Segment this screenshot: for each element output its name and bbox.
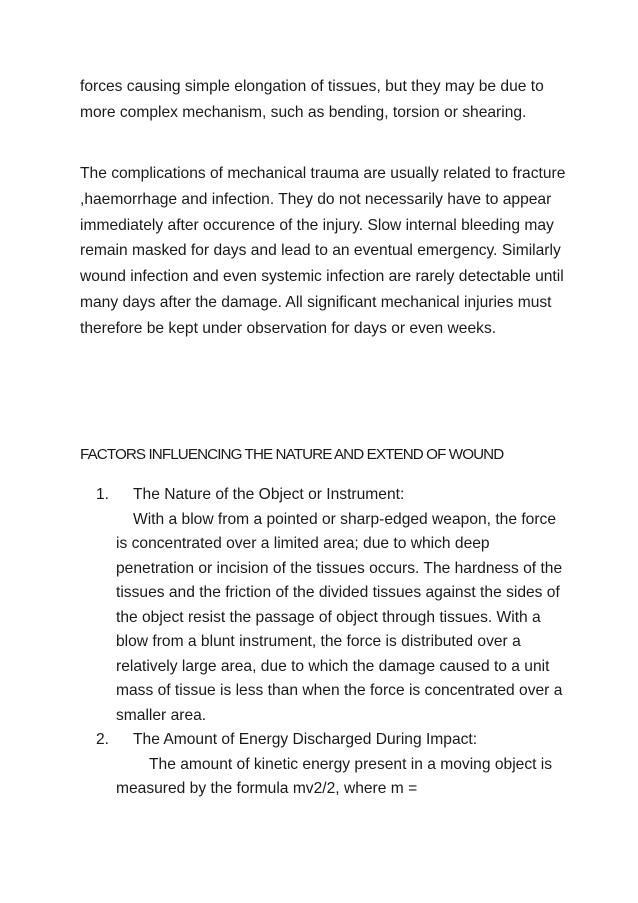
list-item-number: 1. <box>96 486 110 503</box>
list-item <box>0 728 638 802</box>
list-item-number: 2. <box>96 731 110 748</box>
factors-list <box>0 483 638 802</box>
list-item-title: The Nature of the Object or Instrument: <box>133 486 405 503</box>
list-item <box>0 483 638 728</box>
section-heading: FACTORS INFLUENCING THE NATURE AND EXTEND OF WOUND <box>80 446 504 463</box>
paragraph-forces: forces causing simple elongation of tissues, but they may be due to more complex mechanism, such as bending, torsion or shearing. <box>80 78 544 121</box>
list-item-body: The amount of kinetic energy present in a moving object is measured by the formula mv2/2, where m = <box>116 755 553 797</box>
paragraph-complications: The complications of mechanical trauma are usually related to fracture ,haemorrhage and infection. They do not necessarily have to appear immediately after occurence of the injury. Slow internal bleeding may remain masked for days and lead to an eventual emergency. Similarly wound infection and even systemic infection are rarely detectable until many days after the damage. All significant mechanical injuries must therefore be kept under observation for days or even weeks. <box>80 165 566 337</box>
list-item-title: The Amount of Energy Discharged During Impact: <box>133 731 478 748</box>
list-item-body: With a blow from a pointed or sharp-edged weapon, the force is concentrated over a limited area; due to which deep penetration or incision of the tissues occurs. The hardness of the tissues and the friction of the divided tissues against the sides of the object resist the passage of object through tissues. With a blow from a blunt instrument, the force is distributed over a relatively large area, due to which the damage caused to a unit mass of tissue is less than when the force is concentrated over a smaller area. <box>116 510 563 724</box>
